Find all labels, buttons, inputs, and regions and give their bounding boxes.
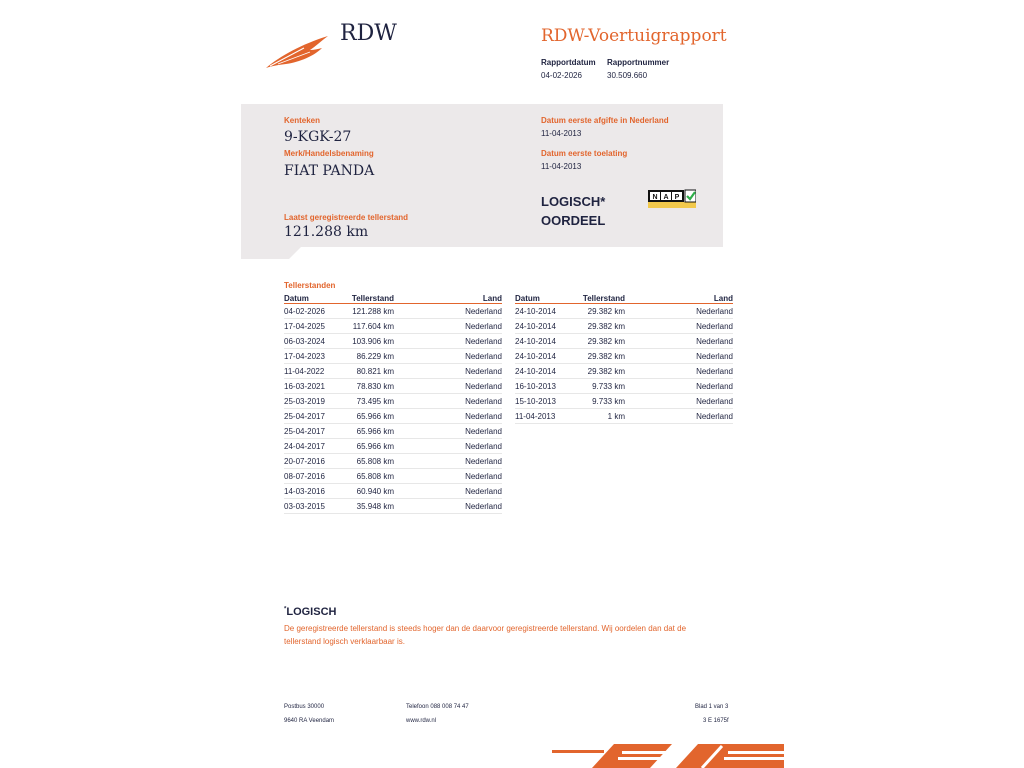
table-row <box>284 334 502 349</box>
table-row <box>284 469 502 484</box>
svg-text:A: A <box>663 194 669 201</box>
table-row <box>284 439 502 454</box>
footnote-marker: * <box>284 606 287 613</box>
table-row <box>515 394 733 409</box>
reading-country: Nederland <box>625 319 733 334</box>
reading-km: 1 km <box>577 409 625 424</box>
report-date-label: Rapportdatum <box>541 58 596 67</box>
rdw-stripes-decoration-icon <box>552 742 784 768</box>
table-row <box>284 394 502 409</box>
reading-date: 03-03-2015 <box>284 499 346 514</box>
svg-text:P: P <box>674 194 680 201</box>
first-admission-value: 11-04-2013 <box>541 162 582 171</box>
col-km-header: Tellerstand <box>346 292 394 304</box>
readings-title: Tellerstanden <box>284 281 336 290</box>
reading-km: 29.382 km <box>577 304 625 319</box>
table-row <box>284 364 502 379</box>
make-label: Merk/Handelsbenaming <box>284 149 374 158</box>
verdict-line-2: OORDEEL <box>541 213 606 228</box>
reading-country: Nederland <box>625 364 733 379</box>
footnote-title-text: LOGISCH <box>286 606 337 618</box>
reading-date: 15-10-2013 <box>515 394 577 409</box>
reading-km: 103.906 km <box>346 334 394 349</box>
reading-date: 16-10-2013 <box>515 379 577 394</box>
reading-date: 25-04-2017 <box>284 409 346 424</box>
table-header-row <box>284 292 502 304</box>
reading-km: 65.966 km <box>346 409 394 424</box>
reading-country: Nederland <box>394 454 502 469</box>
table-row <box>284 499 502 514</box>
table-row <box>284 304 502 319</box>
reading-km: 9.733 km <box>577 394 625 409</box>
reading-country: Nederland <box>394 304 502 319</box>
report-number: 30.509.660 <box>607 71 648 80</box>
reading-country: Nederland <box>394 484 502 499</box>
footer-code: 3 E 1675f <box>703 718 729 724</box>
summary-panel-tab <box>241 247 301 259</box>
reading-date: 20-07-2016 <box>284 454 346 469</box>
table-row <box>515 379 733 394</box>
reading-km: 73.495 km <box>346 394 394 409</box>
col-km-header: Tellerstand <box>577 292 625 304</box>
table-row <box>284 424 502 439</box>
reading-country: Nederland <box>625 334 733 349</box>
plate-value: 9-KGK-27 <box>284 129 352 145</box>
reading-km: 80.821 km <box>346 364 394 379</box>
footnote-text: De geregistreerde tellerstand is steeds hoger dan de daarvoor geregistreerde tellerstand. Wij oordelen dan dat de tellerstand logisch verklaarbaar is. <box>284 624 687 646</box>
reading-date: 24-10-2014 <box>515 364 577 379</box>
reading-km: 29.382 km <box>577 319 625 334</box>
table-row <box>515 349 733 364</box>
first-admission-label: Datum eerste toelating <box>541 149 628 158</box>
svg-text:N: N <box>652 194 658 201</box>
reading-date: 24-10-2014 <box>515 319 577 334</box>
reading-date: 04-02-2026 <box>284 304 346 319</box>
footer-page-number: Blad 1 van 3 <box>695 704 729 710</box>
table-row <box>284 349 502 364</box>
reading-date: 25-04-2017 <box>284 424 346 439</box>
footnote-title <box>284 606 336 618</box>
table-row <box>515 304 733 319</box>
reading-country: Nederland <box>394 394 502 409</box>
footer-phone: Telefoon 088 008 74 47 <box>406 704 469 710</box>
reading-country: Nederland <box>394 379 502 394</box>
reading-date: 24-10-2014 <box>515 304 577 319</box>
reading-country: Nederland <box>394 319 502 334</box>
reading-date: 17-04-2023 <box>284 349 346 364</box>
table-row <box>284 379 502 394</box>
report-date: 04-02-2026 <box>541 71 582 80</box>
reading-date: 24-10-2014 <box>515 334 577 349</box>
report-number-label: Rapportnummer <box>607 58 670 67</box>
table-header-row <box>515 292 733 304</box>
first-nl-value: 11-04-2013 <box>541 129 582 138</box>
table-row <box>284 409 502 424</box>
reading-km: 29.382 km <box>577 349 625 364</box>
reading-date: 11-04-2013 <box>515 409 577 424</box>
report-title: RDW-Voertuigrapport <box>541 26 727 46</box>
reading-country: Nederland <box>625 349 733 364</box>
table-row <box>284 454 502 469</box>
reading-km: 65.808 km <box>346 454 394 469</box>
reading-km: 86.229 km <box>346 349 394 364</box>
reading-date: 16-03-2021 <box>284 379 346 394</box>
reading-km: 9.733 km <box>577 379 625 394</box>
reading-km: 65.966 km <box>346 424 394 439</box>
reading-country: Nederland <box>394 469 502 484</box>
odometer-verdict <box>541 192 605 230</box>
reading-country: Nederland <box>394 364 502 379</box>
footer-postal-city: 9640 RA Veendam <box>284 718 335 724</box>
reading-km: 121.288 km <box>346 304 394 319</box>
table-row <box>515 334 733 349</box>
reading-date: 17-04-2025 <box>284 319 346 334</box>
reading-country: Nederland <box>394 499 502 514</box>
nap-check-badge-icon <box>648 188 696 208</box>
reading-km: 35.948 km <box>346 499 394 514</box>
logo-text: RDW <box>340 21 397 46</box>
reading-date: 14-03-2016 <box>284 484 346 499</box>
reading-country: Nederland <box>394 424 502 439</box>
col-country-header: Land <box>394 292 502 304</box>
readings-table-right <box>515 292 733 424</box>
reading-country: Nederland <box>394 439 502 454</box>
reading-km: 29.382 km <box>577 334 625 349</box>
table-row <box>284 319 502 334</box>
odometer-value: 121.288 km <box>284 224 369 240</box>
reading-country: Nederland <box>394 409 502 424</box>
reading-country: Nederland <box>625 394 733 409</box>
make-value: FIAT PANDA <box>284 163 375 179</box>
reading-km: 65.966 km <box>346 439 394 454</box>
reading-date: 06-03-2024 <box>284 334 346 349</box>
reading-km: 78.830 km <box>346 379 394 394</box>
table-row <box>515 409 733 424</box>
odometer-label: Laatst geregistreerde tellerstand <box>284 213 409 222</box>
reading-km: 29.382 km <box>577 364 625 379</box>
col-date-header: Datum <box>284 292 346 304</box>
readings-table-left <box>284 292 502 514</box>
reading-date: 25-03-2019 <box>284 394 346 409</box>
table-row <box>515 364 733 379</box>
table-row <box>515 319 733 334</box>
reading-km: 117.604 km <box>346 319 394 334</box>
footer-po-box: Postbus 30000 <box>284 704 325 710</box>
verdict-line-1: LOGISCH* <box>541 194 606 209</box>
reading-country: Nederland <box>625 304 733 319</box>
first-nl-label: Datum eerste afgifte in Nederland <box>541 116 669 125</box>
reading-date: 11-04-2022 <box>284 364 346 379</box>
reading-date: 24-04-2017 <box>284 439 346 454</box>
footer-website[interactable]: www.rdw.nl <box>406 718 437 724</box>
reading-country: Nederland <box>625 379 733 394</box>
reading-country: Nederland <box>625 409 733 424</box>
col-country-header: Land <box>625 292 733 304</box>
reading-km: 65.808 km <box>346 469 394 484</box>
reading-date: 24-10-2014 <box>515 349 577 364</box>
reading-country: Nederland <box>394 349 502 364</box>
table-row <box>284 484 502 499</box>
reading-km: 60.940 km <box>346 484 394 499</box>
reading-country: Nederland <box>394 334 502 349</box>
col-date-header: Datum <box>515 292 577 304</box>
rdw-feather-logo-icon <box>264 34 330 70</box>
plate-label: Kenteken <box>284 116 321 125</box>
reading-date: 08-07-2016 <box>284 469 346 484</box>
